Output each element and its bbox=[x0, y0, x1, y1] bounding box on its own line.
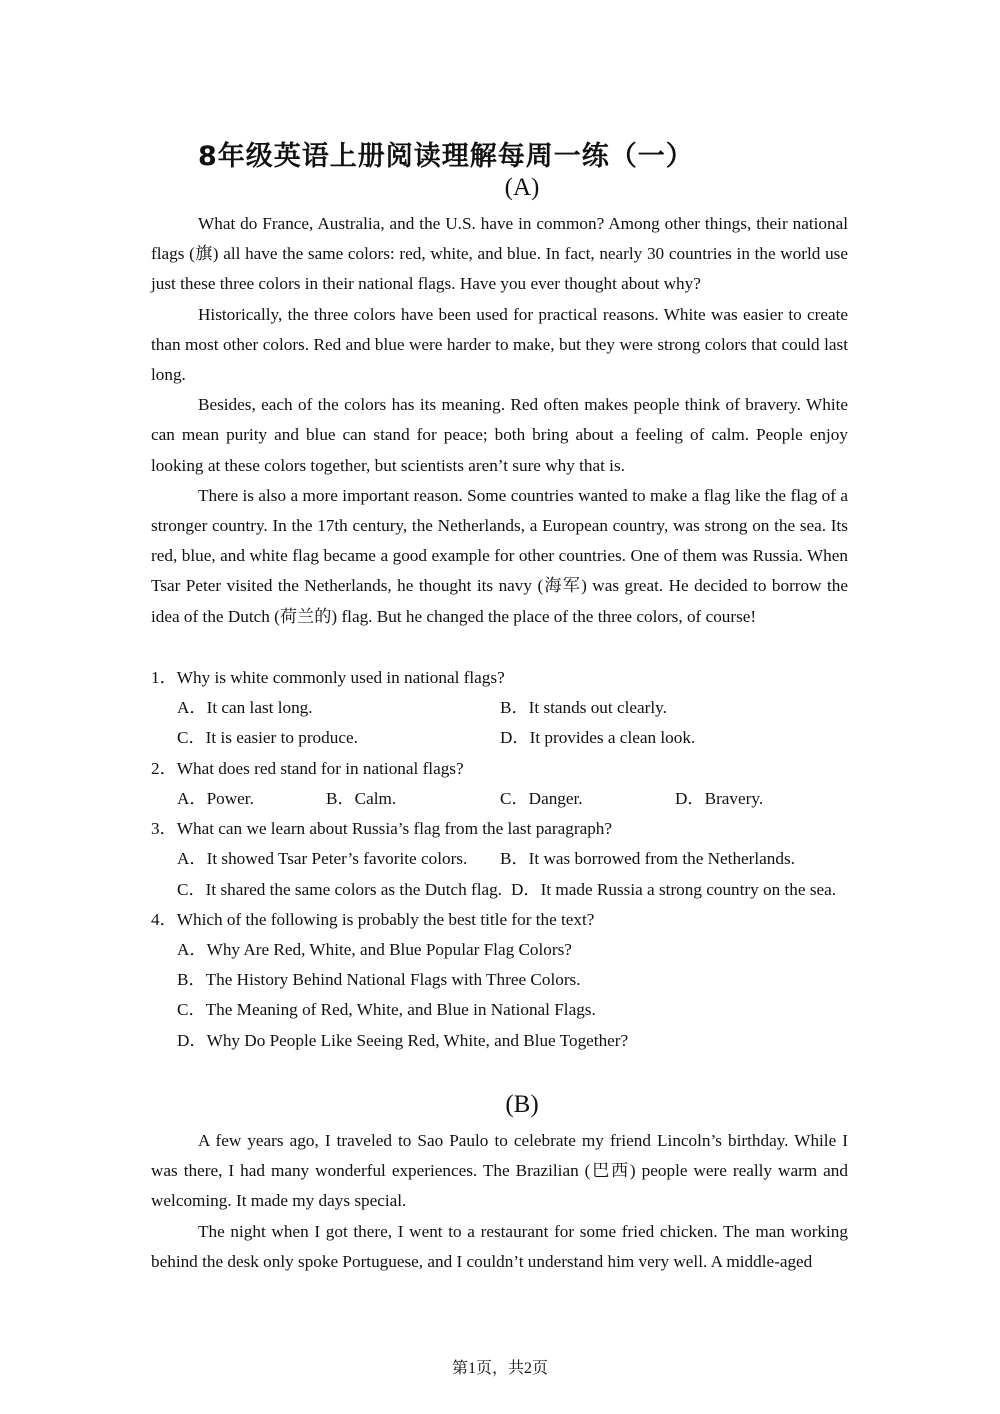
question-4-option-a: A．Why Are Red, White, and Blue Popular Flag Colors? bbox=[177, 940, 572, 959]
question-1-option-d: D．It provides a clean look. bbox=[500, 728, 696, 747]
question-1-option-b: B．It stands out clearly. bbox=[500, 698, 667, 717]
question-3-option-c: C．It shared the same colors as the Dutch flag. bbox=[177, 880, 503, 899]
question-2-option-c: C．Danger. bbox=[500, 789, 583, 808]
section-b-passage bbox=[151, 1126, 848, 1277]
question-1-stem: 1．Why is white commonly used in national flags? bbox=[151, 668, 505, 687]
question-3-option-d: D．It made Russia a strong country on the sea. bbox=[511, 880, 837, 899]
question-4-option-d: D．Why Do People Like Seeing Red, White, and Blue Together? bbox=[177, 1031, 629, 1050]
question-3-option-b: B．It was borrowed from the Netherlands. bbox=[500, 849, 795, 868]
section-a-label: (A) bbox=[504, 174, 540, 201]
paragraph: What do France, Australia, and the U.S. have in common? Among other things, their national flags (旗) all have the same colors: red, white, and blue. In fact, nearly 30 countries in the world use just these three colors in their national flags. Have you ever thought about why? bbox=[151, 214, 848, 294]
question-3-stem: 3．What can we learn about Russia’s flag from the last paragraph? bbox=[151, 819, 613, 838]
question-3-option-a: A．It showed Tsar Peter’s favorite colors. bbox=[177, 849, 468, 868]
question-2-option-b: B．Calm. bbox=[326, 789, 397, 808]
paragraph: The night when I got there, I went to a restaurant for some fried chicken. The man working behind the desk only spoke Portuguese, and I couldn’t understand him very well. A middle-aged bbox=[151, 1221, 848, 1271]
question-4-option-c: C．The Meaning of Red, White, and Blue in National Flags. bbox=[177, 1000, 596, 1019]
question-1-option-c: C．It is easier to produce. bbox=[177, 728, 358, 747]
page-footer: 第1页，共2页 bbox=[451, 1360, 548, 1377]
paragraph: Besides, each of the colors has its meaning. Red often makes people think of bravery. White can mean purity and blue can stand for peace; both bring about a feeling of calm. People enjoy looking at these colors together, but scientists aren’t sure why that is. bbox=[151, 395, 848, 475]
paragraph: There is also a more important reason. Some countries wanted to make a flag like the flag of a stronger country. In the 17th century, the Netherlands, a European country, was strong on the sea. Its red, blue, and white flag became a good example for other countries. One of them was Russia. When Tsar Peter visited the Netherlands, he thought its navy (海军) was great. He decided to borrow the idea of the Dutch (荷兰的) flag. But he changed the place of the three colors, of course! bbox=[151, 485, 848, 626]
question-4-stem: 4．Which of the following is probably the best title for the text? bbox=[151, 910, 595, 929]
paragraph: A few years ago, I traveled to Sao Paulo to celebrate my friend Lincoln’s birthday. While I was there, I had many wonderful experiences. The Brazilian (巴西) people were really warm and welcoming. It made my days special. bbox=[151, 1131, 848, 1211]
page-title: 8年级英语上册阅读理解每周一练（一） bbox=[198, 141, 694, 172]
question-1-option-a: A．It can last long. bbox=[177, 698, 313, 717]
question-2-option-d: D．Bravery. bbox=[675, 789, 764, 808]
question-4-option-b: B．The History Behind National Flags with Three Colors. bbox=[177, 970, 581, 989]
paragraph: Historically, the three colors have been used for practical reasons. White was easier to create than most other colors. Red and blue were harder to make, but they were strong colors that could last long. bbox=[151, 304, 848, 385]
question-2-stem: 2．What does red stand for in national flags? bbox=[151, 759, 464, 778]
section-a-passage bbox=[151, 209, 848, 632]
section-b-label: (B) bbox=[505, 1091, 539, 1118]
question-2-option-a: A．Power. bbox=[177, 789, 254, 808]
